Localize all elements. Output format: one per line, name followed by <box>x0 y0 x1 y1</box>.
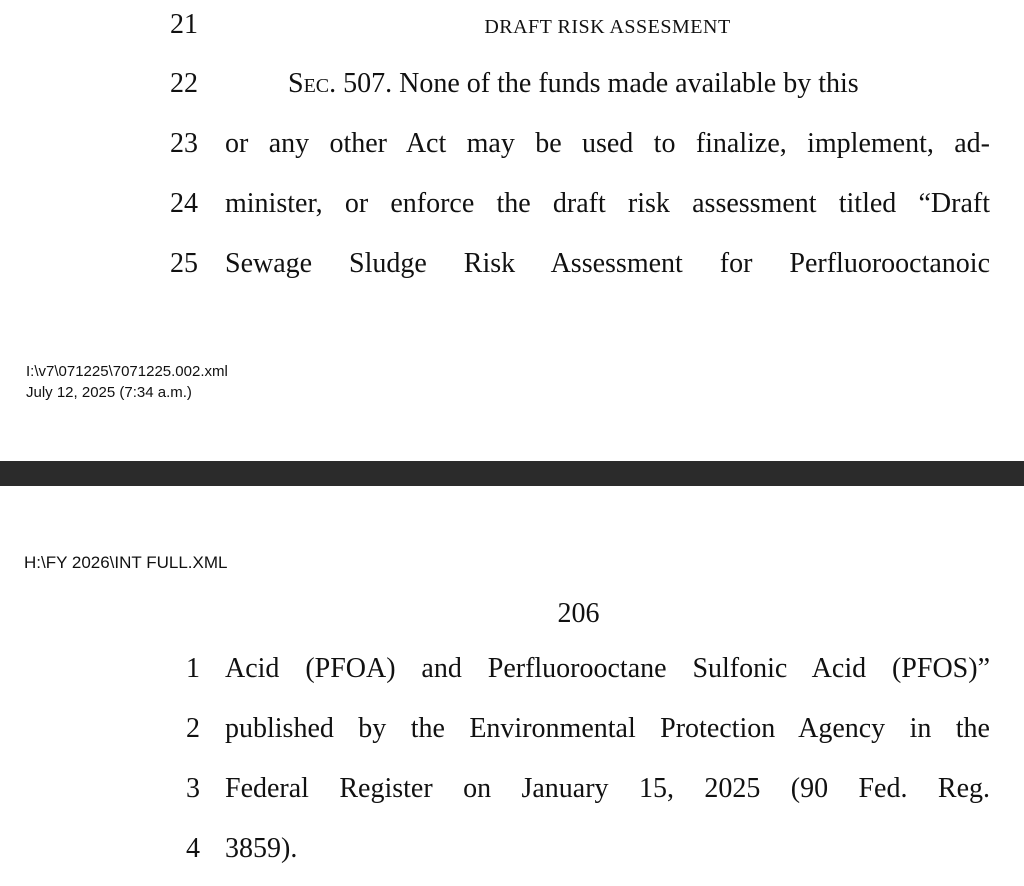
line-number: 23 <box>170 128 198 159</box>
line-number: 4 <box>186 833 200 864</box>
line-number: 2 <box>186 713 200 744</box>
line-4 <box>0 829 1024 869</box>
line-text: Sewage Sludge Risk Assessment for Perfluorooctanoic <box>225 248 990 279</box>
line-number: 22 <box>170 68 198 99</box>
line-text: minister, or enforce the draft risk assessment titled “Draft <box>225 188 990 219</box>
line-2 <box>0 709 1024 749</box>
line-1 <box>0 649 1024 689</box>
footer-timestamp: July 12, 2025 (7:34 a.m.) <box>26 384 192 401</box>
line-number: 25 <box>170 248 198 279</box>
line-number: 24 <box>170 188 198 219</box>
file-header: H:\FY 2026\INT FULL.XML <box>24 553 228 572</box>
section-label: Sec. <box>288 68 337 99</box>
line-number: 21 <box>170 9 198 40</box>
page-number: 206 <box>557 598 600 629</box>
section-heading: DRAFT RISK ASSESMENT <box>484 16 731 38</box>
line-text: or any other Act may be used to finalize, implement, ad- <box>225 128 990 159</box>
line-24 <box>0 184 1024 224</box>
line-text <box>288 64 990 104</box>
section-text: 507. None of the funds made available by this <box>343 68 859 99</box>
line-23 <box>0 124 1024 164</box>
line-text: Acid (PFOA) and Perfluorooctane Sulfonic Acid (PFOS)” <box>225 653 990 684</box>
line-3 <box>0 769 1024 809</box>
line-number: 3 <box>186 773 200 804</box>
line-number: 1 <box>186 653 200 684</box>
line-22 <box>0 64 1024 104</box>
page-separator <box>0 461 1024 486</box>
line-25 <box>0 244 1024 284</box>
footer-file-path: I:\v7\071225\7071225.002.xml <box>26 363 228 380</box>
line-text: published by the Environmental Protection Agency in the <box>225 713 990 744</box>
line-text: Federal Register on January 15, 2025 (90 Fed. Reg. <box>225 773 990 804</box>
line-text: 3859). <box>225 833 298 864</box>
